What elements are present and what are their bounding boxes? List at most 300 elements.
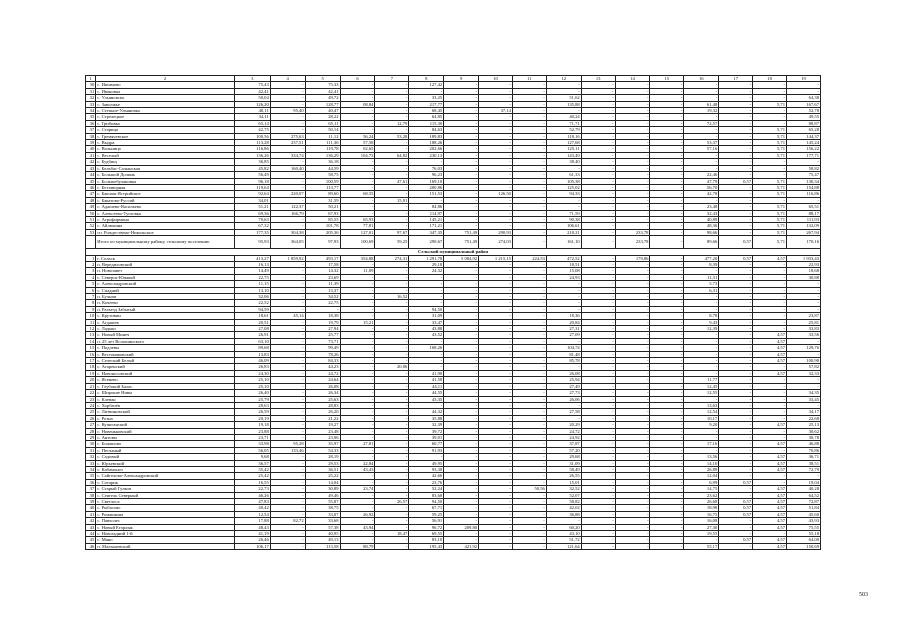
value-cell: 751,49 [444,236,479,249]
value-cell: 56,05 [234,447,270,453]
value-cell: - [512,319,546,325]
value-cell: - [375,434,409,440]
value-cell: 27,58 [546,409,581,415]
value-cell: - [375,281,409,287]
row-number-cell: 43 [86,524,96,530]
value-cell: 14,32 [305,268,340,274]
value-cell: - [615,204,650,210]
value-cell: - [512,191,546,197]
value-cell: - [615,396,650,402]
value-cell: - [375,326,409,332]
value-cell: 10,17 [684,415,719,421]
value-cell: 15,21 [340,319,375,325]
value-cell: - [650,332,684,338]
value-cell: - [684,428,719,434]
value-cell: 205,36 [305,229,340,235]
value-cell: - [719,531,753,537]
value-cell: - [650,82,684,88]
value-cell: - [787,281,821,287]
value-cell: 22,52 [234,300,270,306]
value-cell: - [375,88,409,94]
settlement-name-cell: с. Широкие Нивы [96,390,235,396]
value-cell: - [719,441,753,447]
settlement-name-cell: с. Спадний [96,287,235,293]
value-cell: - [684,197,719,203]
value-cell: 4,57 [753,486,787,492]
value-cell: - [479,377,513,383]
value-cell: 114,97 [409,210,444,216]
value-cell: 42,02 [546,505,581,511]
value-cell: - [753,428,787,434]
value-cell: 5,71 [753,184,787,190]
value-cell: 209,80 [444,524,479,530]
value-cell: - [753,531,787,537]
value-cell: - [512,178,546,184]
value-cell: - [270,537,305,543]
row-number-cell: 28 [86,428,96,434]
value-cell: - [650,287,684,293]
value-cell: - [444,313,479,319]
row-number-cell: 48 [86,197,96,203]
value-cell: 5,73 [684,281,719,287]
value-cell: 195,43 [409,543,444,549]
value-cell: 39,72 [409,428,444,434]
value-cell: 224,53 [512,255,546,261]
value-cell: - [650,370,684,376]
value-cell: 220,07 [270,191,305,197]
value-cell: 44,32 [409,409,444,415]
settlement-name-cell: с. Литвиновский [96,409,235,415]
value-cell: 477,20 [684,255,719,261]
value-cell: - [340,358,375,364]
value-cell: - [270,466,305,472]
value-cell: 33,25 [409,95,444,101]
value-cell: - [444,402,479,408]
value-cell: 52,79 [546,127,581,133]
value-cell: - [340,82,375,88]
value-cell: 0,57 [719,499,753,505]
value-cell: - [340,531,375,537]
value-cell: - [787,287,821,293]
value-cell: 88,17 [787,210,821,216]
value-cell: - [650,210,684,216]
value-cell: - [650,197,684,203]
value-cell: 19,32 [684,108,719,114]
value-cell: - [615,306,650,312]
value-cell: - [270,383,305,389]
value-cell: 40,11 [234,108,270,114]
value-cell: - [650,505,684,511]
value-cell: 84,33 [305,358,340,364]
value-cell: 4,57 [753,460,787,466]
value-cell: - [479,370,513,376]
value-cell: 4,57 [753,492,787,498]
value-cell: - [719,313,753,319]
value-cell: 29,18 [409,261,444,267]
value-cell: 57,58 [340,140,375,146]
row-number-cell: 41 [86,152,96,158]
value-cell: - [581,313,615,319]
value-cell: 89,60 [305,191,340,197]
value-cell: - [615,415,650,421]
value-cell: 33,98 [234,441,270,447]
value-cell: 200,86 [409,184,444,190]
value-cell: 14,10 [684,460,719,466]
value-cell: 94,33 [546,191,581,197]
value-cell: - [650,447,684,453]
value-cell: 16,52 [375,294,409,300]
value-cell: - [512,95,546,101]
value-cell: - [719,294,753,300]
value-cell: - [375,345,409,351]
value-cell: - [479,351,513,357]
row-number-cell: 50 [86,210,96,216]
value-cell: - [270,358,305,364]
value-cell: - [270,184,305,190]
value-cell: - [270,216,305,222]
value-cell: 49,95 [409,460,444,466]
value-cell: - [684,152,719,158]
value-cell: 136,29 [305,152,340,158]
value-cell: 42,75 [234,127,270,133]
value-cell: 128,77 [305,101,340,107]
value-cell: - [615,127,650,133]
value-cell: 472,52 [546,255,581,261]
value-cell: 19,55 [684,531,719,537]
value-cell: - [615,338,650,344]
value-cell: - [650,460,684,466]
value-cell: - [684,434,719,440]
settlement-name-cell: с. Бонашово [96,441,235,447]
value-cell: 26,40 [234,390,270,396]
value-cell: - [615,345,650,351]
row-number-cell: 35 [86,114,96,120]
settlement-name-cell: с. Мяно [96,537,235,543]
value-cell: 26,20 [305,409,340,415]
value-cell: - [375,101,409,107]
value-cell: 168,26 [409,345,444,351]
value-cell: - [753,95,787,101]
value-cell: - [375,114,409,120]
value-cell: - [787,473,821,479]
row-number-cell: 37 [86,486,96,492]
value-cell: 33,68 [305,518,340,524]
value-cell: - [270,364,305,370]
value-cell: 125,11 [546,146,581,152]
value-cell: - [650,127,684,133]
value-cell: 30,88 [787,274,821,280]
value-cell: - [753,197,787,203]
row-number-cell: 38 [86,133,96,139]
value-cell: 12,45 [684,383,719,389]
value-cell: - [340,402,375,408]
value-cell: - [444,82,479,88]
value-cell: - [581,492,615,498]
value-cell: - [340,505,375,511]
row-number-cell: 12 [86,326,96,332]
value-cell: - [581,345,615,351]
value-cell: 0,57 [719,178,753,184]
value-cell: - [719,396,753,402]
value-cell: - [615,313,650,319]
value-cell: - [581,332,615,338]
value-cell: 171,21 [409,223,444,229]
value-cell: - [753,268,787,274]
value-cell: - [650,543,684,549]
value-cell: - [615,319,650,325]
value-cell: 104,73 [340,152,375,158]
value-cell: - [512,377,546,383]
value-cell: 4,57 [753,511,787,517]
value-cell: 26,89 [684,466,719,472]
settlement-name-cell: п. Разъезд Забытый [96,306,235,312]
value-cell: 121,64 [546,543,581,549]
value-cell: - [479,434,513,440]
value-cell: - [340,499,375,505]
value-cell: - [270,159,305,165]
value-cell: - [375,140,409,146]
value-cell: - [719,415,753,421]
value-cell: 50,56 [512,486,546,492]
value-cell: 67,32 [234,223,270,229]
value-cell: - [340,415,375,421]
value-cell: - [479,300,513,306]
settlement-name-cell: с. Крутивин [96,313,235,319]
value-cell: 44,59 [305,165,340,171]
value-cell: - [684,127,719,133]
value-cell: 20,19 [234,415,270,421]
value-cell: - [512,402,546,408]
value-cell: 22,84 [340,460,375,466]
row-number-cell: 26 [86,415,96,421]
value-cell: 113,77 [305,184,340,190]
value-cell: - [581,127,615,133]
value-cell: - [650,165,684,171]
value-cell: - [340,210,375,216]
value-cell: 1 933,43 [787,255,821,261]
value-cell: - [615,326,650,332]
settlement-name-cell: с. Павлолес [96,518,235,524]
value-cell: 56,24 [340,133,375,139]
value-cell: 90,38 [546,216,581,222]
settlement-name-cell: п. Малышевский [96,543,235,549]
value-cell: 12,54 [234,511,270,517]
value-cell: - [444,127,479,133]
value-cell: 751,49 [444,229,479,235]
value-cell: - [684,306,719,312]
value-cell: - [375,319,409,325]
value-cell: - [340,422,375,428]
value-cell: - [753,447,787,453]
value-cell: - [340,294,375,300]
value-cell: 19,27 [305,422,340,428]
value-cell: - [581,319,615,325]
value-cell: - [479,466,513,472]
value-cell: - [479,210,513,216]
value-cell: 43,52 [409,332,444,338]
value-cell: - [615,518,650,524]
value-cell: - [650,268,684,274]
settlement-name-cell: с. Сеятель Северный [96,492,235,498]
settlement-name-cell: с. Стрелецкое [96,114,235,120]
value-cell: - [479,447,513,453]
value-cell: - [615,191,650,197]
value-cell: 5 084,92 [444,255,479,261]
row-number-cell: 51 [86,216,96,222]
value-cell: - [753,82,787,88]
value-cell: - [409,159,444,165]
value-cell: - [340,178,375,184]
value-cell: 4,57 [753,351,787,357]
value-cell: - [581,268,615,274]
value-cell: - [581,409,615,415]
value-cell: - [719,473,753,479]
value-cell: 37,14 [479,108,513,114]
settlement-name-cell: с. Северск-Южный [96,274,235,280]
value-cell: - [719,338,753,344]
value-cell: 59,25 [375,236,409,249]
settlement-name-cell: с. Розна [96,415,235,421]
value-cell: 14,49 [234,268,270,274]
value-cell: 17 [719,76,753,82]
value-cell: 24,92 [546,434,581,440]
value-cell: 5,71 [753,178,787,184]
value-cell: - [719,108,753,114]
value-cell: 26,83 [234,364,270,370]
value-cell: 43,93 [787,518,821,524]
value-cell: - [615,101,650,107]
value-cell: 45,82 [234,165,270,171]
value-cell: - [753,326,787,332]
value-cell: - [479,261,513,267]
value-cell: - [581,82,615,88]
value-cell: - [615,422,650,428]
value-cell: - [375,95,409,101]
value-cell: - [650,313,684,319]
value-cell: - [719,152,753,158]
value-cell: - [650,422,684,428]
value-cell: 18,51 [546,261,581,267]
value-cell: 118,16 [546,133,581,139]
value-cell: - [340,326,375,332]
value-cell: 1 859,92 [270,255,305,261]
value-cell: 25,10 [234,383,270,389]
value-cell: - [512,383,546,389]
value-cell: - [375,332,409,338]
value-cell: 34,01 [234,197,270,203]
value-cell: - [340,88,375,94]
row-number-cell: 24 [86,402,96,408]
value-cell: - [409,281,444,287]
value-cell: - [479,383,513,389]
settlement-name-cell: с. Новый Минеч [96,332,235,338]
value-cell: - [444,473,479,479]
value-cell: 4,57 [753,255,787,261]
value-cell: - [787,338,821,344]
value-cell: - [479,454,513,460]
value-cell: - [444,294,479,300]
value-cell: 18,98 [684,505,719,511]
value-cell: - [512,518,546,524]
value-cell: 95,28 [270,441,305,447]
value-cell: 233,78 [615,229,650,235]
value-cell: - [650,178,684,184]
value-cell: - [719,268,753,274]
value-cell: - [546,338,581,344]
value-cell: - [444,338,479,344]
value-cell: - [615,95,650,101]
value-cell: - [650,216,684,222]
value-cell: - [719,364,753,370]
table-body [86,76,821,550]
value-cell: 188,26 [409,140,444,146]
value-cell: 75,33 [305,82,340,88]
value-cell: - [479,402,513,408]
value-cell: - [512,300,546,306]
value-cell: - [650,531,684,537]
value-cell: 51,62 [546,95,581,101]
value-cell: 72,87 [787,499,821,505]
value-cell: - [581,223,615,229]
row-number-cell: 42 [86,518,96,524]
value-cell: 96,18 [234,178,270,184]
value-cell: 9,43 [684,319,719,325]
value-cell: 81,48 [546,351,581,357]
value-cell: 96,23 [409,172,444,178]
value-cell: - [650,140,684,146]
value-cell: - [479,543,513,549]
value-cell: 45,14 [270,313,305,319]
value-cell: - [444,396,479,402]
value-cell: - [615,434,650,440]
value-cell: 12 [546,76,581,82]
value-cell: 4,57 [753,338,787,344]
value-cell: - [444,133,479,139]
row-number-cell: 4 [86,274,96,280]
value-cell: - [615,524,650,530]
settlement-name-cell: п. Кочеево [96,300,235,306]
value-cell: - [581,486,615,492]
value-cell: 156,22 [787,146,821,152]
value-cell: - [270,390,305,396]
value-cell: 56,49 [234,172,270,178]
value-cell: - [479,332,513,338]
value-cell: 0,57 [719,255,753,261]
value-cell: - [719,370,753,376]
value-cell: 50,04 [234,95,270,101]
value-cell: 30,89 [305,486,340,492]
value-cell: - [512,364,546,370]
value-cell: 89,68 [234,345,270,351]
row-number-cell: 8 [86,300,96,306]
value-cell: 65,28 [787,127,821,133]
value-cell: - [787,159,821,165]
value-cell: 47,79 [684,178,719,184]
value-cell: - [375,447,409,453]
value-cell: - [650,415,684,421]
value-cell: - [581,383,615,389]
value-cell: - [650,486,684,492]
value-cell: - [753,88,787,94]
value-cell: - [546,204,581,210]
value-cell: - [787,383,821,389]
value-cell: - [444,466,479,472]
value-cell: - [270,479,305,485]
row-number-cell: 46 [86,184,96,190]
value-cell: - [615,300,650,306]
value-cell: - [479,319,513,325]
value-cell: - [615,178,650,184]
